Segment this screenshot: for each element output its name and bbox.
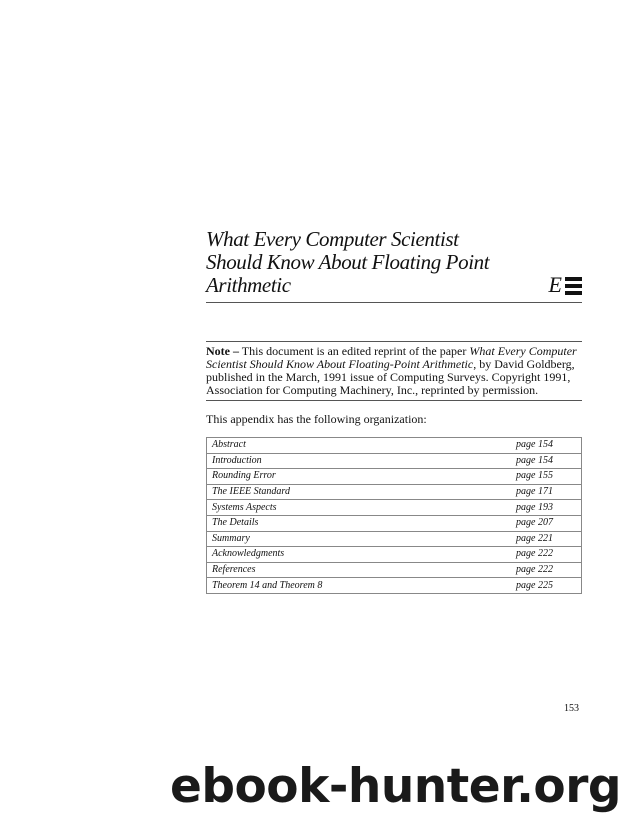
toc-entry-title: Systems Aspects [207,500,512,516]
note-label: Note – [206,344,239,358]
toc-row [207,515,582,531]
chapter-title-line-2: Should Know About Floating Point [206,250,490,274]
note-text-1: This document is an edited reprint of the paper [239,344,470,358]
toc-entry-title: The IEEE Standard [207,484,512,500]
note-paragraph [206,345,582,397]
toc-row [207,453,582,469]
toc-entry-title: Rounding Error [207,469,512,485]
toc-entry-page: page 154 [511,438,582,454]
toc-row [207,578,582,594]
note-box [206,341,582,401]
toc-entry-page: page 207 [511,515,582,531]
page-number: 153 [564,703,579,714]
toc-entry-page: page 155 [511,469,582,485]
chapter-title-line-3: Arithmetic [206,273,291,297]
toc-entry-title: Summary [207,531,512,547]
toc-entry-title: Acknowledgments [207,547,512,563]
appendix-bars-icon [565,277,582,295]
toc-entry-title: Introduction [207,453,512,469]
toc-row [207,500,582,516]
toc-entry-page: page 225 [511,578,582,594]
intro-text: This appendix has the following organization: [206,412,427,426]
note-text-2: , by David Goldberg, published in the March, 1991 issue of Computing Surveys. Copyright 1991, Association for Computing Machinery, Inc., reprinted by permission. [206,357,575,397]
toc-entry-page: page 154 [511,453,582,469]
toc-row [207,531,582,547]
toc-entry-page: page 171 [511,484,582,500]
toc-entry-page: page 222 [511,547,582,563]
toc-entry-title: References [207,562,512,578]
watermark: ebook-hunter.org [170,759,622,814]
toc-entry-page: page 221 [511,531,582,547]
chapter-title-line-1: What Every Computer Scientist [206,227,459,251]
toc-row [207,484,582,500]
note-paper-title: What Every Computer Scientist Should Know About Floating-Point Arithmetic [206,344,577,371]
appendix-letter: E [548,272,562,297]
toc-row [207,547,582,563]
toc-entry-title: Abstract [207,438,512,454]
toc-entry-page: page 222 [511,562,582,578]
toc-row [207,562,582,578]
toc-table [206,437,582,594]
toc-entry-title: Theorem 14 and Theorem 8 [207,578,512,594]
toc-row [207,438,582,454]
toc-row [207,469,582,485]
appendix-marker [549,274,582,296]
toc-entry-page: page 193 [511,500,582,516]
toc-entry-title: The Details [207,515,512,531]
title-rule [206,302,582,303]
chapter-title-block [206,228,582,297]
